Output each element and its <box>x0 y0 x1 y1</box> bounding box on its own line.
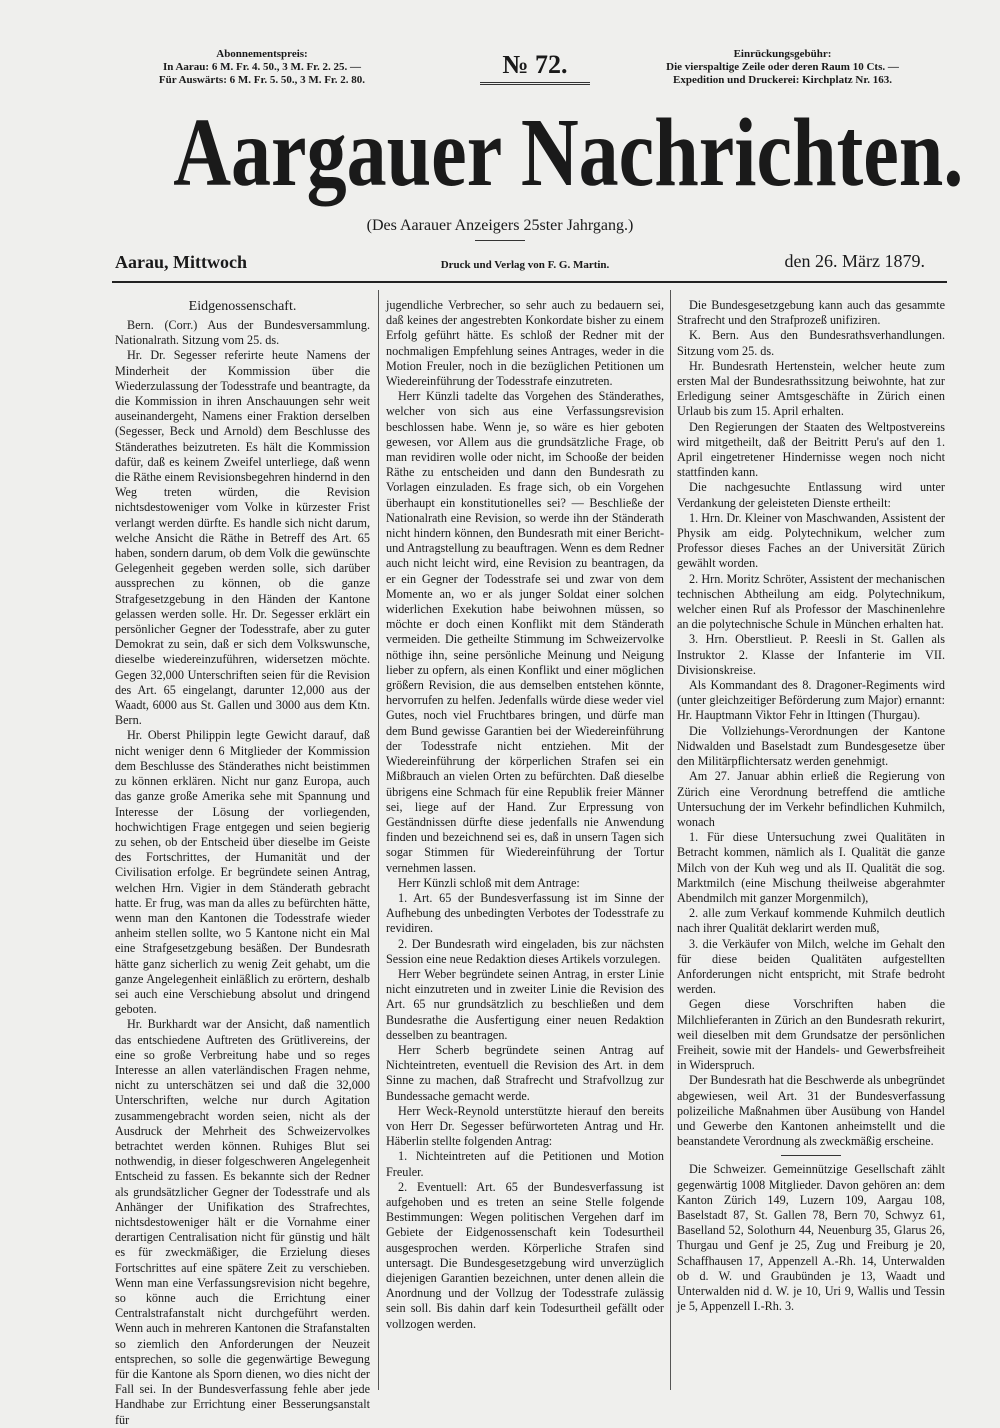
article-paragraph: Den Regierungen der Staaten des Weltpostvereins wird mitgetheilt, daß der Beitritt Peru's auf den 1. April eingetretener Hindernisse wegen noch nicht stattfinden kann. <box>677 419 945 480</box>
article-paragraph: 2. Der Bundesrath wird eingeladen, bis zur nächsten Session eine neue Redaktion dieses Artikels vorzulegen. <box>386 936 664 966</box>
printer-line: Druck und Verlag von F. G. Martin. <box>440 259 610 271</box>
article-paragraph: 3. die Verkäufer von Milch, welche im Gehalt den für diese beiden Qualitäten aufgestellten Anforderungen nicht entspricht, mit Strafe bedroht werden. <box>677 936 945 997</box>
subtitle-rule <box>475 240 525 241</box>
article-paragraph: jugendliche Verbrecher, so sehr auch zu bedauern sei, daß keines der angestrebten Konkordate bisher zu einem Erfolg geführt hätte. Es schloß der Redner mit der nochmaligen Empfehlung seines Antrages, weder in die Motion Freuler, noch in die bezüglichen Petitionen um Wiedereinführung der Todesstrafe einzutreten. <box>386 298 664 389</box>
article-paragraph: 3. Hrn. Oberstlieut. P. Reesli in St. Gallen als Instruktor 2. Klasse der Infanterie im VII. Divisionskreise. <box>677 632 945 677</box>
column-1 <box>115 298 370 1428</box>
article-paragraph: 2. Hrn. Moritz Schröter, Assistent der mechanischen technischen Abtheilung am eidg. Polytechnikum, welcher einen Ruf als Professor der Maschinenlehre an die polytechnische Schule in München erhalten hat. <box>677 571 945 632</box>
article-paragraph: 1. Art. 65 der Bundesverfassung ist im Sinne der Aufhebung des unbedingten Verbotes der Todesstrafe zu revidiren. <box>386 890 664 936</box>
article-paragraph: Als Kommandant des 8. Dragoner-Regiments wird (unter gleichzeitiger Beförderung zum Major) ernannt: Hr. Hauptmann Viktor Fehr in Ittingen (Thurgau). <box>677 678 945 723</box>
article-paragraph: Herr Weck-Reynold unterstützte hierauf den bereits von Herr Dr. Segesser befürworteten Antrag und Hr. Häberlin stellte folgenden Antrag: <box>386 1103 664 1149</box>
issue-date: den 26. März 1879. <box>784 251 925 271</box>
fee-info <box>620 48 945 87</box>
article-paragraph: Hr. Bundesrath Hertenstein, welcher heute zum ersten Mal der Bundesrathssitzung beiwohnte, hat zur Erledigung seiner Amtsgeschäfte in Zürich einen Urlaub bis zum 15. April erhalten. <box>677 358 945 419</box>
article-paragraph: 1. Für diese Untersuchung zwei Qualitäten in Betracht kommen, nämlich als I. Qualität die ganze Milch von der Kuh weg und als II. Qualität die sog. Marktmilch (eine Mischung theilweise abgerahmter Abendmilch mit ganzer Morgenmilch), <box>677 830 945 905</box>
office-line: Expedition und Druckerei: Kirchplatz Nr. 163. <box>673 74 892 86</box>
subscription-local: In Aarau: 6 M. Fr. 4. 50., 3 M. Fr. 2. 25. — <box>162 61 362 73</box>
section-heading: Eidgenossenschaft. <box>188 299 297 314</box>
article-paragraph: Hr. Oberst Philippin legte Gewicht darauf, daß nicht weniger denn 6 Mitglieder der Kommission dem Beschlusse des Ständerathes nicht beistimmen zu können erklären. Nicht nur ganz Europa, auch das ganze große Amerika sehe mit Spannung und Interesse der Lösung der vorliegenden, hochwichtigen Frage entgegen und seien begierig zu sehen, ob der Entscheid über dieselbe im Geiste des Fortschrittes, der Humanität und der Civilisation erfolge. Er begründete seinen Antrag, welchen Hrn. Vigier in dem Ständerath gebracht hatte. Er frug, was man da alles zu befürchten hätte, wenn man den Kantonen die Todesstrafe wieder anheim stellen sollte, wo 5 Kantone nicht ein Mal eine Strafgesetzgebung besäßen. Der Bundesrath hätte ganz sicherlich zu wenig Zeit gehabt, um die ganze Angelegenheit einläßlich zu erörtern, deshalb sei auch eine Verschiebung absolut und dringend geboten. <box>115 728 370 1017</box>
fee-line: Die vierspaltige Zeile oder deren Raum 10 Cts. — <box>666 61 899 73</box>
column-rule <box>670 290 671 1390</box>
article-paragraph: 2. Eventuell: Art. 65 der Bundesverfassung ist aufgehoben und es treten an seine Stelle folgende Bestimmungen: Wegen politischen Vergehen darf im Gebiete der Eidgenossenschaft kein Todesurtheil ausgesprochen werden. Körperliche Strafen sind untersagt. Die Bundesgesetzgebung wird unverzüglich diejenigen Garantien bezeichnen, unter denen allein die Anordnung und der Vollzug der Todesstrafe zulässig sein soll. Bis dahin darf kein Todesurtheil gefällt oder vollzogen werden. <box>386 1179 664 1331</box>
article-paragraph: Herr Künzli schloß mit dem Antrage: <box>398 875 580 890</box>
article-divider <box>781 1155 841 1156</box>
article-paragraph: 2. alle zum Verkauf kommende Kuhmilch deutlich nach ihrer Qualität deklarirt werden muß, <box>677 906 945 936</box>
article-paragraph: Hr. Dr. Segesser referirte heute Namens der Minderheit der Kommission über die Wiederzulassung der Todesstrafe und beantragte, da die Kommission in ihren Anschauungen sehr weit auseinandergeht, Namens einer Fraktion derselben (Segesser, Beck und Arnold) dem Beschlusse des Ständerathes beizutreten. Es hält die Kommission dafür, daß es keinem Zweifel unterliege, daß wenn die Räthe einem Revisionsbegehren hindernd in den Weg treten würden, die Revision nichtsdestoweniger vom Volke in kürzester Frist verlangt werden dürfte. Es handle sich nicht darum, welche Ansicht die Räthe in Betreff des Art. 65 haben, sondern darum, ob dem Volk die gewünschte Gelegenheit gegeben werden solle, sich darüber aussprechen zu können, ob die ganze Strafgesetzgebung in den Händen der Kantone gelassen werden solle. Hr. Dr. Segesser erklärt ein persönlicher Gegner der Todesstrafe, aber zu guter Demokrat zu sein, daß er sich dem Volkswunsche, dieselbe wiedereinzuführen, widersetzen möchte. Gegen 32,000 Unterschriften seien für die Revision des Art. 65 eingelangt, darunter 12,000 aus der Waadt, 6000 aus St. Gallen und 3000 aus dem Ktn. Bern. <box>115 348 370 728</box>
article-paragraph: Herr Künzli tadelte das Vorgehen des Ständerathes, welcher von sich aus eine Verfassungsrevision beschlossen habe. Wenn je, so wäre es hier geboten gewesen, vor Allem aus die grundsätzliche Frage, ob man revidiren wolle oder nicht, im Schooße der beiden Räthe zu entscheiden und dann den Bundesrath zu Vorlagen einzuladen. Es frage sich, ob ein Vorgehen überhaupt ein konstitutionelles sei? — Beschließe der Nationalrath eine Revision, so werde ihn der Ständerath nicht hindern können, den Bundesrath mit einer Bericht- und Antragstellung zu beauftragen. Wenn es dem Redner auch nicht leicht wird, eine Revision zu beantragen, da er ein Gegner der Todesstrafe sei und zwar von dem Momente an, wo er als junger Soldat einer solchen widerlichen Exekution habe beiwohnen müssen, so möchte er doch einen Konflikt mit dem Ständerath vermeiden. Die getheilte Stimmung im Schweizervolke nöthige ihn, seine persönliche Meinung und Neigung lieber zu opfern, als einen Konflikt und einer möglichen größern Revision, die aus demselben entstehen könnte, hervorrufen zu helfen. Jedenfalls würde diese weder viel Gutes, noch viel Fruchtbares bringen, und dürfe man dem Bund gewisse Garantien bei der Wiedereinführung der Todesstrafe nicht entziehen. Mit der Wiedereinführung der körperlichen Strafen sei ein Mißbrauch an vielen Orten zu befürchten. Daß dieselbe übrigens eine Schmach für eine Republik freier Männer sei, liege auf der Hand. Zur Erpressung von Geständnissen dürfte diese jedenfalls nie Anwendung finden und bezeichnend sei es, daß in unsern Tagen sich sogar Stimmen für Wiedereinführung der Tortur vernehmen lassen. <box>386 389 664 875</box>
article-paragraph: Der Bundesrath hat die Beschwerde als unbegründet abgewiesen, weil Art. 31 der Bundesverfassung polizeiliche Maßnahmen über Ausübung von Handel und Gewerbe den Kantonen anheimstellt und die beanstandete Verordnung als zweckmäßig erscheine. <box>677 1073 945 1149</box>
subscription-info <box>112 48 412 87</box>
article-paragraph: K. Bern. Aus den Bundesrathsverhandlungen. Sitzung vom 25. ds. <box>677 328 945 358</box>
newspaper-subtitle: (Des Aarauer Anzeigers 25ster Jahrgang.) <box>366 217 634 234</box>
article-paragraph: Herr Scherb begründete seinen Antrag auf Nichteintreten, eventuell die Revision des Art. in dem Sinne zu machen, daß Strafrecht und Strafvollzug zur Bundessache gemacht werde. <box>386 1042 664 1103</box>
column-3 <box>677 298 945 1314</box>
article-paragraph: Die Bundesgesetzgebung kann auch das gesammte Strafrecht und den Strafprozeß unifiziren. <box>677 298 945 328</box>
article-paragraph: Hr. Burkhardt war der Ansicht, daß namentlich das entschiedene Auftreten des Grütlivereins, der eine so große Verbreitung habe und so reges Interesse an allen vaterländischen Fragen nehme, nicht zu unterschätzen sei und daß die 32,000 Unterschriften, welche nur durch Agitation zusammengebracht worden seien, nicht als der Ausdruck der Mehrheit des Schweizervolkes betrachtet werden können. Ruhiges Blut sei nothwendig, in dieser folgeschweren Angelegenheit Entscheid zu fassen. Es bekannte sich der Redner als grundsätzlicher Gegner der Todesstrafe und als Anhänger der Unifikation des Strafrechtes, nichtsdestoweniger hält er die Vornahme einer derartigen Centralisation nicht für günstig und hält es für zweckmäßiger, die Erzielung dieses Fortschrittes auf eine spätere Zeit zu verschieben. Wenn man eine Verfassungsrevision nicht begehre, so könne auch die Errichtung einer Centralstrafanstalt nicht durchgeführt werden. Wenn auch in mehreren Kantonen die Strafanstalten so ziemlich den Anforderungen der Neuzeit entsprechen, so solle die gegenwärtige Bewegung für die Kantone als Sporn dienen, wo dies nicht der Fall sei. In der Bundesverfassung fehle aber jede Handhabe zur Errichtung einer Besserungsanstalt für <box>115 1017 370 1427</box>
article-paragraph: Herr Weber begründete seinen Antrag, in erster Linie nicht einzutreten und in zweiter Linie die Revision des Art. 65 nur grundsätzlich zu beschließen und dem Bundesrathe die Ausfertigung einer neuen Redaktion desselben zu beantragen. <box>386 966 664 1042</box>
newspaper-title: Aargauer Nachrichten. <box>173 99 964 207</box>
article-paragraph: Bern. (Corr.) Aus der Bundesversammlung. Nationalrath. Sitzung vom 25. ds. <box>115 318 370 348</box>
article-paragraph: Gegen diese Vorschriften haben die Milchlieferanten in Zürich an den Bundesrath rekurirt, weil dieselben mit dem Grundsatze der persönlichen Freiheit, sowie mit der Handels- und Gewerbsfreiheit in Widerspruch. <box>677 997 945 1073</box>
column-rule <box>378 290 379 1390</box>
article-paragraph: Die Schweizer. Gemeinnützige Gesellschaft zählt gegenwärtig 1008 Mitglieder. Davon gehören an: dem Kanton Zürich 149, Luzern 109, Aargau 108, Baselstadt 87, St. Gallen 78, Bern 70, Schwyz 61, Baselland 52, Solothurn 44, Neuenburg 35, Glarus 26, Thurgau und Genf je 25, Zug und Freiburg je 20, Schaffhausen 17, Appenzell A.-Rh. 14, Unterwalden ob d. W. und Graubünden je 13, Waadt und Unterwalden nid d. W. je 10, Uri 9, Wallis und Tessin je 5, Appenzell I.-Rh. 3. <box>677 1162 945 1314</box>
article-paragraph: Die nachgesuchte Entlassung wird unter Verdankung der geleisteten Dienste ertheilt: <box>677 480 945 510</box>
fee-heading: Einrückungsgebühr: <box>733 48 832 60</box>
place-day: Aarau, Mittwoch <box>115 252 247 272</box>
subscription-external: Für Auswärts: 6 M. Fr. 5. 50., 3 M. Fr. 2. 80. <box>158 74 366 86</box>
article-paragraph: Am 27. Januar abhin erließ die Regierung von Zürich eine Verordnung betreffend die amtliche Untersuchung der im Verkehr befindlichen Kuhmilch, wonach <box>677 769 945 829</box>
column-2 <box>386 298 664 1332</box>
subscription-heading: Abonnementspreis: <box>216 48 308 60</box>
article-paragraph: 1. Nichteintreten auf die Petitionen und Motion Freuler. <box>386 1149 664 1179</box>
article-paragraph: Die Vollziehungs-Verordnungen der Kantone Nidwalden und Baselstadt zum Bundesgesetze über den Militärpflichtersatz werden genehmigt. <box>677 723 945 769</box>
issue-number: № 72. <box>480 50 590 85</box>
masthead-rule <box>112 281 947 283</box>
article-paragraph: 1. Hrn. Dr. Kleiner von Maschwanden, Assistent der Physik am eidg. Polytechnikum, welcher zum Professor dieses Faches an der Universität Zürich gewählt worden. <box>677 510 945 571</box>
